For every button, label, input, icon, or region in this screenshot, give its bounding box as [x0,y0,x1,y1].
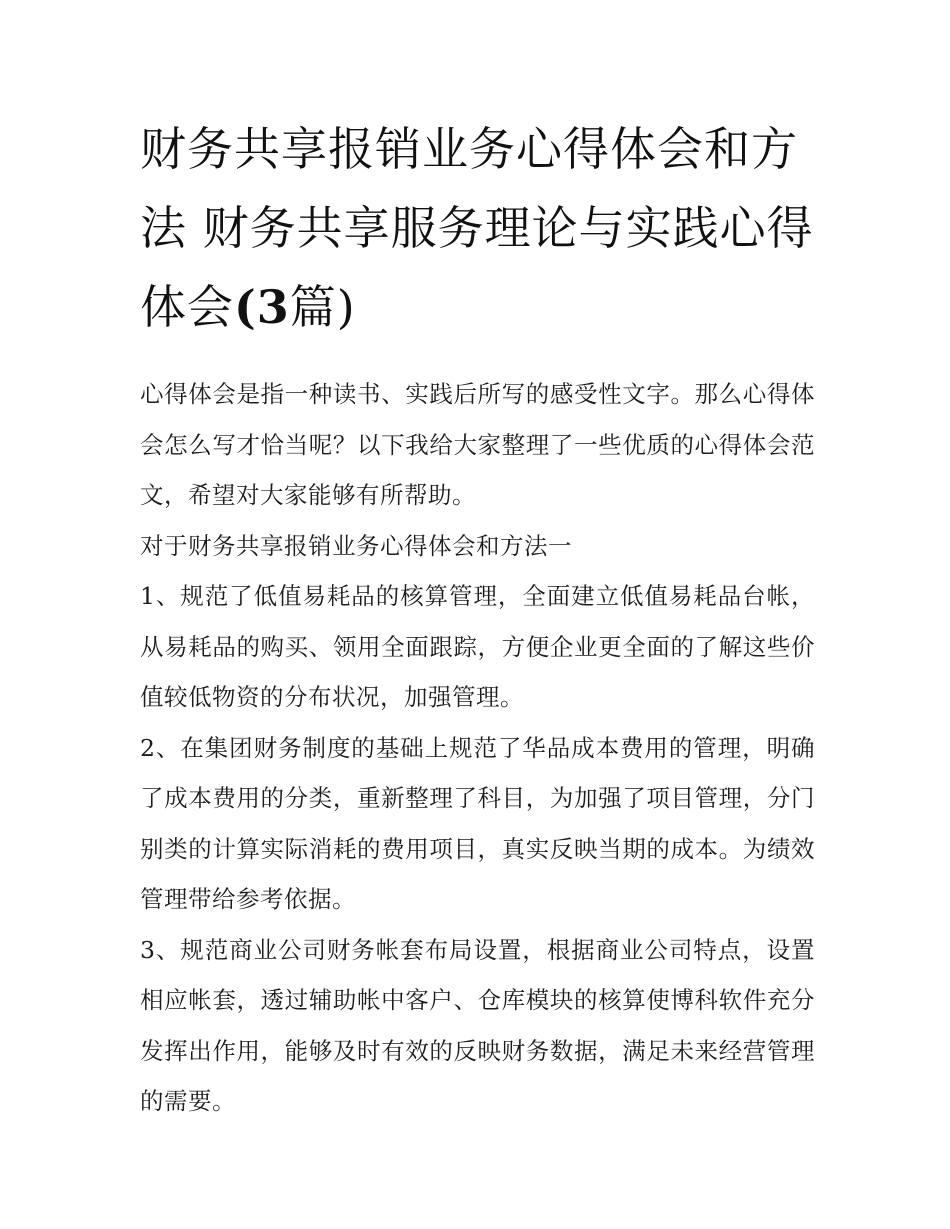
title-suffix: 篇) [289,280,356,334]
intro-paragraph: 心得体会是指一种读书、实践后所写的感受性文字。那么心得体会怎么写才恰当呢？以下我给大家整理了一些优质的心得体会范文，希望对大家能够有所帮助。 [140,380,815,509]
section-heading: 对于财务共享报销业务心得体会和方法一 [140,531,572,560]
document-content [140,110,815,1127]
list-item-2: 2、在集团财务制度的基础上规范了华品成本费用的管理，明确了成本费用的分类，重新整理了科目，为加强了项目管理，分门别类的计算实际消耗的费用项目，真实反映当期的成本。为绩效管理带给参考依据。 [140,733,815,913]
document-title [140,110,815,347]
list-item-3: 3、规范商业公司财务帐套布局设置，根据商业公司特点，设置相应帐套，透过辅助帐中客户、仓库模块的核算使博科软件充分发挥出作用，能够及时有效的反映财务数据，满足未来经营管理的需要。 [140,935,815,1115]
title-text: 财务共享报销业务心得体会和方法 财务共享服务理论与实践心得体会 [140,122,814,334]
list-item-1: 1、规范了低值易耗品的核算管理，全面建立低值易耗品台帐，从易耗品的购买、领用全面跟踪，方便企业更全面的了解这些价值较低物资的分布状况，加强管理。 [140,582,815,711]
document-body [140,369,815,1127]
title-count: (3 [234,280,290,334]
